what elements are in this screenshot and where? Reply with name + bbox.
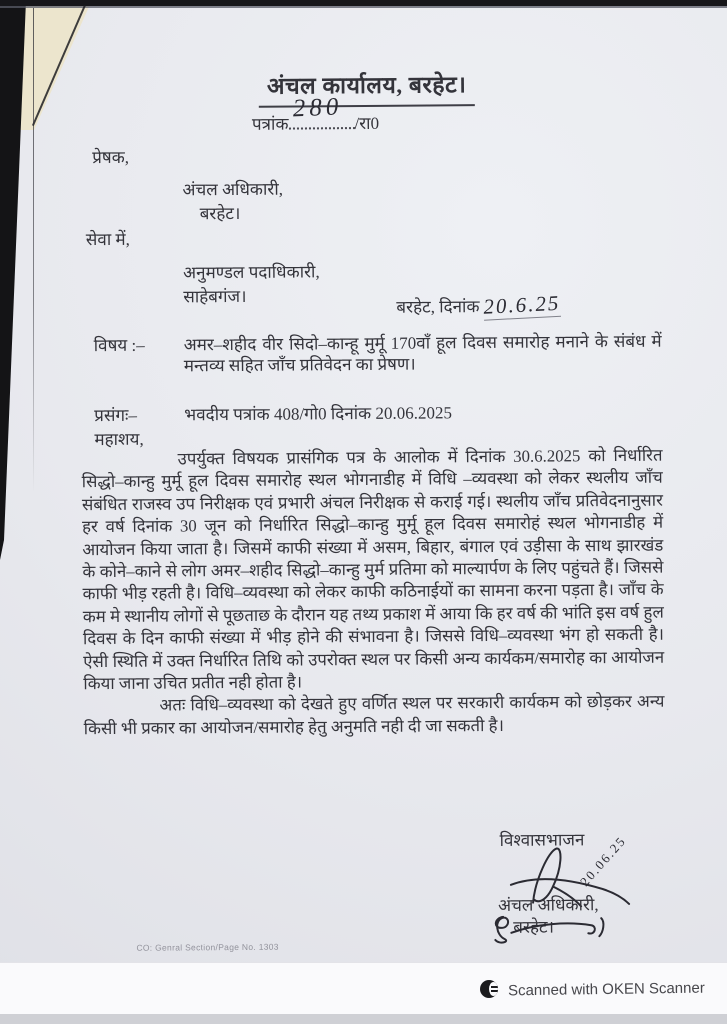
recipient-label: सेवा में, bbox=[85, 229, 130, 250]
subject-row bbox=[94, 331, 662, 378]
body-paragraph-2: अतः विधि–व्यवस्था को देखते हुए वर्णित स्थल पर सरकारी कार्यकम को छोड़कर अन्य किसी भी प्रकार का आयोजन/समारोह हेतु अनुमति नही दी जा सकती है। bbox=[83, 692, 665, 739]
sender-name: अंचल अधिकारी, bbox=[182, 179, 284, 200]
reference-text: भवदीय पत्रांक 408/गो0 दिनांक 20.06.2025 bbox=[184, 403, 453, 425]
salutation: महाशय, bbox=[94, 429, 144, 450]
ref-suffix: /रा0 bbox=[354, 113, 380, 134]
subject-text: अमर–शहीद वीर सिदो–कान्हू मुर्मू 170वॉं हूल दिवस समारोह मनाने के संबंध में मन्तव्य सहित जॉंच प्रतिवेदन का प्रेषण। bbox=[183, 331, 662, 376]
oken-scanner-badge bbox=[480, 980, 705, 998]
recipient-place: साहेबगंज। bbox=[183, 286, 247, 307]
scan-bottom-strip bbox=[0, 1014, 727, 1024]
ref-label: पत्रांक bbox=[251, 114, 289, 134]
recipient-name: अनुमण्डल पदाधिकारी, bbox=[183, 262, 320, 283]
reference-label: प्रसंगः– bbox=[94, 405, 137, 426]
place-date-label: बरहेट, दिनांक bbox=[396, 297, 480, 317]
signatory-title: अंचल अधिकारी, bbox=[498, 895, 599, 915]
footer-section-note: CO: Genral Section/Page No. 1303 bbox=[136, 941, 279, 953]
oken-scanner-icon bbox=[480, 980, 498, 998]
closing-word: विश्वासभाजन bbox=[499, 830, 585, 850]
sender-label: प्रेषक, bbox=[92, 147, 130, 168]
letter-body bbox=[81, 445, 664, 741]
date-handwritten: 20.6.25 bbox=[483, 290, 561, 321]
office-title: अंचल कार्यालय, बरहेट। bbox=[177, 70, 557, 108]
reference-row bbox=[94, 401, 662, 427]
sender-place: बरहेट। bbox=[199, 203, 241, 224]
ref-dotted-line bbox=[288, 93, 354, 130]
ref-number-handwritten: 280 bbox=[291, 93, 343, 123]
signatory-place: बरहेट। bbox=[513, 917, 555, 937]
oken-scanner-label: Scanned with OKEN Scanner bbox=[508, 979, 706, 999]
subject-label: विषय :– bbox=[93, 335, 145, 356]
signature-scribble bbox=[489, 906, 614, 949]
place-date-line bbox=[396, 291, 676, 320]
scanner-watermark-bar bbox=[0, 962, 727, 1015]
body-paragraph-1: उपर्युक्त विषयक प्रासंगिक पत्र के आलोक में दिनांक 30.6.2025 को निर्धारित सिद्धो–कान्हु मुर्मू हूल दिवस समारोह स्थल भोगनाडीह में विधि –व्यवस्था को लेकर स्थलीय जाँच संबंधित राजस्व उप निरीक्षक एवं प्रभारी अंचल निरीक्षक से कराई गई। स्थलीय जाँच प्रतिवेदनानुसार हर वर्ष दिनांक 30 जून को निर्धारित सिद्धो–कान्हु मुर्मू हूल दिवस समारोहं स्थल भोगनाडीह में आयोजन किया जाता है। जिसमें काफी संख्या में असम, बिहार, बंगाल एवं उड़ीसा के साथ झारखंड के कोने–काने से लोग अमर–शहीद सिद्धो–कान्हु मुर्म प्रतिमा को माल्यार्पण के लिए पहुंचते हैं। जिससे काफी भीड़ रहती है। विधि–व्यवस्था को लेकर काफी कठिनाईयों का सामना करना पड़ता है। जाँच के कम मे स्थानीय लोगों से पूछताछ के दौरान यह तथ्य प्रकाश में आया कि हर वर्ष की भांति इस वर्ष हुल दिवस के दिन काफी संख्या में भीड़ होने की संभावना है। जिससे विधि–व्यवस्था भंग हो सकती है। ऐसी स्थिति में उक्त निर्धारित तिथि को उपरोक्त स्थल पर किसी अन्य कार्यकम/समारोह का आयोजन किया जाना उचित प्रतीत नही होता है। bbox=[81, 445, 665, 694]
signature-date-scrawl: 20.06.25 bbox=[576, 832, 629, 889]
letter-number-line bbox=[251, 93, 532, 135]
